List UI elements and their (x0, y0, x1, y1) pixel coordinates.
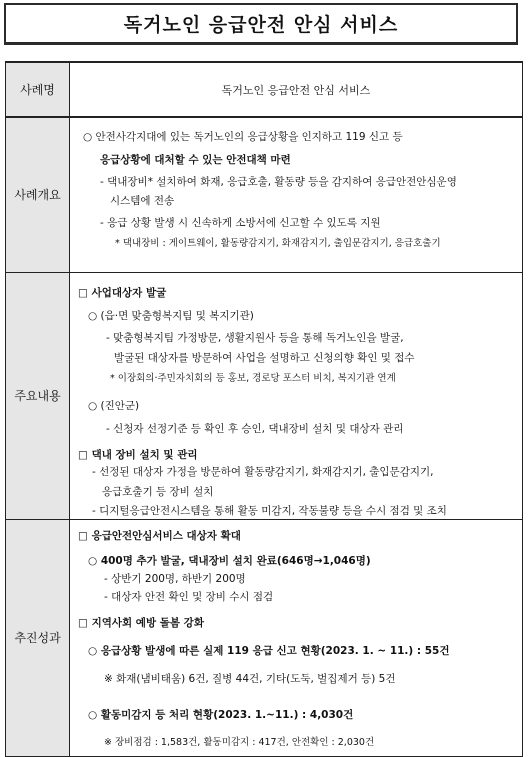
main-content-line: - 맞춤형복지팀 가정방문, 생활지원사 등을 통해 독거노인을 발굴, (106, 331, 404, 344)
results-line: - 상반기 200명, 하반기 200명 (104, 572, 246, 585)
service-table (5, 61, 523, 757)
results-line: □ 지역사회 예방 돌봄 강화 (78, 616, 204, 629)
results-line: - 대상자 안전 확인 및 장비 수시 점검 (104, 590, 274, 603)
main-content-line: □ 사업대상자 발굴 (78, 286, 167, 299)
overview-line: ○ 안전사각지대에 있는 독거노인의 응급상황을 인지하고 119 신고 등 (83, 131, 403, 143)
main-content-line: 발굴된 대상자를 방문하여 사업을 설명하고 신청의향 확인 및 접수 (114, 351, 415, 364)
overview-line: 시스템에 전송 (110, 195, 175, 207)
main-content-row (6, 272, 523, 519)
main-content-label: 주요내용 (6, 272, 70, 519)
main-content-line: ○ (읍·면 맞춤형복지팀 및 복지기관) (88, 309, 254, 322)
overview-note: * 댁내장비 : 게이트웨이, 활동량감지기, 화재감지기, 출입문감지기, 응급호출기 (115, 238, 441, 249)
main-content-line: - 선정된 대상자 가정을 방문하여 활동량감지기, 화재감지기, 출입문감지기, (92, 465, 434, 478)
overview-line: 응급상황에 대처할 수 있는 안전대책 마련 (100, 154, 291, 166)
page-title: 독거노인 응급안전 안심 서비스 (123, 14, 399, 36)
main-content-line: 응급호출기 등 장비 설치 (102, 485, 214, 498)
results-note: ※ 장비점검 : 1,583건, 활동미감지 : 417건, 안전확인 : 2,030건 (104, 736, 375, 748)
main-content-note: * 이장회의·주민자치회의 등 홍보, 경로당 포스터 비치, 복지기관 연계 (110, 372, 396, 384)
results-label: 추진성과 (6, 519, 70, 756)
overview-label: 사례개요 (6, 117, 70, 272)
header-row (6, 62, 523, 117)
results-line: ※ 화재(냄비태움) 6건, 질병 44건, 기타(도둑, 벌집제거 등) 5건 (104, 672, 396, 685)
main-content-line: ○ (진안군) (88, 399, 140, 412)
results-row (6, 519, 523, 756)
page-title-box (4, 3, 518, 45)
main-content-line: □ 댁내 장비 설치 및 관리 (78, 448, 198, 461)
overview-row (6, 117, 523, 272)
header-value: 독거노인 응급안전 안심 서비스 (70, 62, 523, 117)
main-content-line: - 디지털응급안전시스템을 통해 활동 미감지, 작동불량 등을 수시 점검 및 조치 (92, 504, 447, 517)
results-line: □ 응급안전안심서비스 대상자 확대 (78, 529, 241, 542)
main-content-content (70, 272, 523, 519)
results-line: ○ 활동미감지 등 처리 현황(2023. 1.~11.) : 4,030건 (88, 708, 354, 721)
results-line: ○ 400명 추가 발굴, 댁내장비 설치 완료(646명→1,046명) (88, 554, 371, 567)
results-content (70, 519, 523, 756)
results-line: ○ 응급상황 발생에 따른 실제 119 응급 신고 현황(2023. 1. ~ 11.) : 55건 (88, 644, 450, 657)
overview-content (70, 117, 523, 272)
main-content-line: - 신청자 선정기준 등 확인 후 승인, 댁내장비 설치 및 대상자 관리 (106, 422, 404, 435)
header-label: 사례명 (6, 62, 70, 117)
overview-line: - 댁내장비* 설치하여 화재, 응급호출, 활동량 등을 감지하여 응급안전안심운영 (100, 176, 457, 188)
overview-line: - 응급 상황 발생 시 신속하게 소방서에 신고할 수 있도록 지원 (100, 217, 381, 229)
